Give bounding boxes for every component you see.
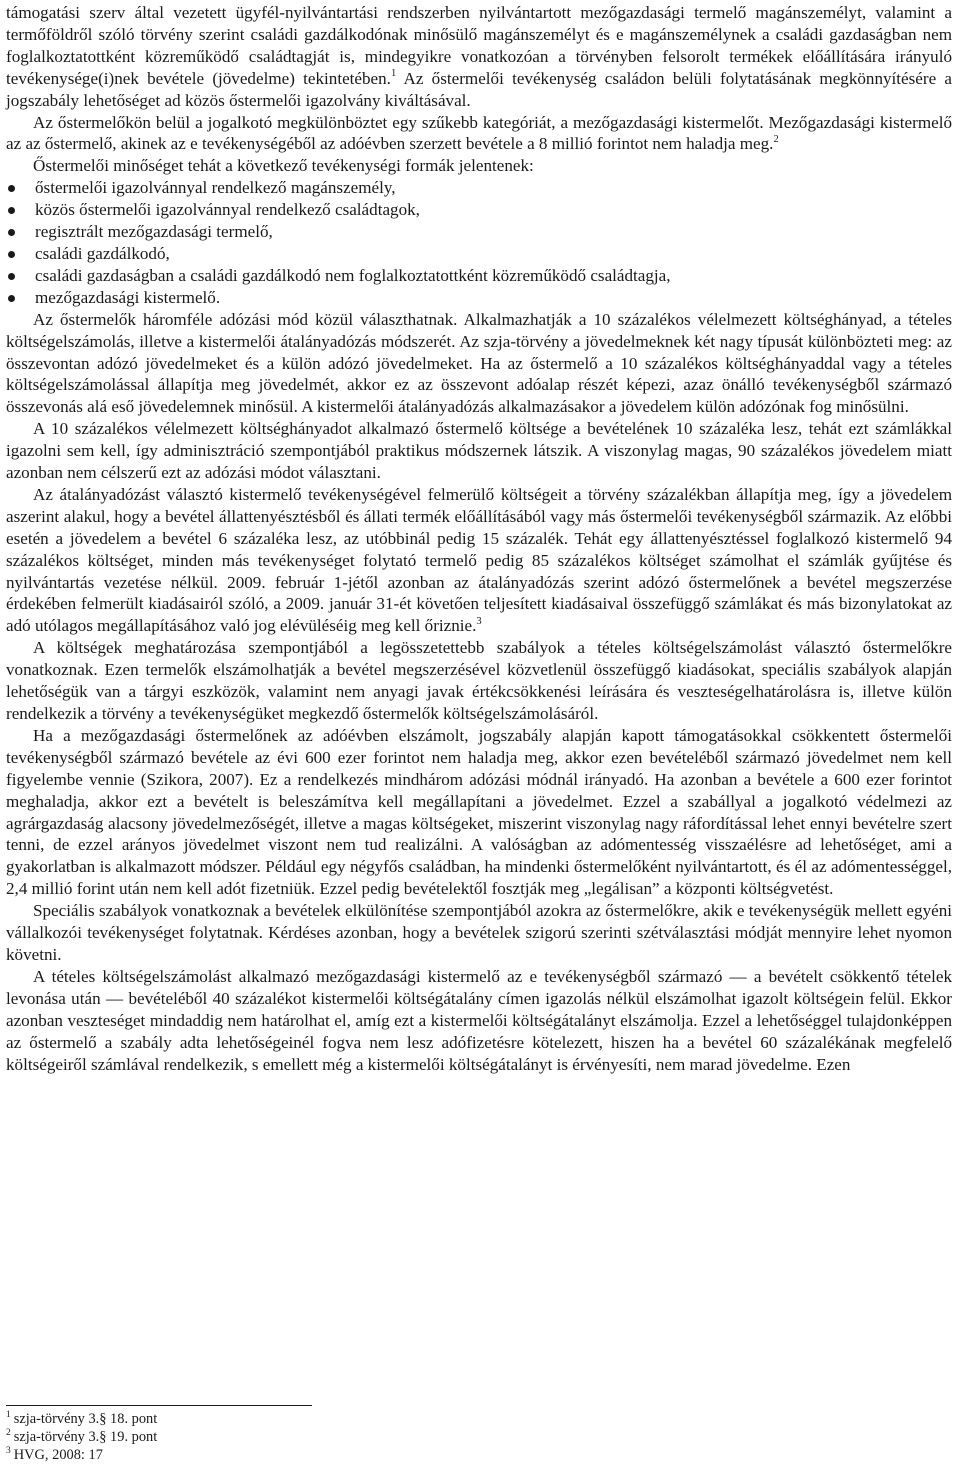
list-item — [6, 199, 952, 221]
footnote-text: szja-törvény 3.§ 19. pont — [13, 1429, 158, 1445]
paragraph-6-text: Az átalányadózást választó kistermelő tevékenységével felmerülő költségeit a törvény százalékban állapítja meg, így a jövedelem aszerint alakul, hogy a bevétel állattenyésztésből és állati termék előállításából vagy más őstermelői tevékenységből származik. Az előbbi esetén a jövedelem a bevétel 6 százaléka lesz, az utóbbinál pedig 15 százalék. Tehát egy állattenyésztéssel foglalkozó kistermelő 94 százalékos költséget, minden más tevékenységet folytató termelő pedig 85 százalékos költséget számolhat el számlák gyűjtése és nyilvántartás vezetése nélkül. 2009. február 1-jétől azonban az átalányadózás szerint adózó őstermelőnek a bevétel megszerzése érdekében felmerült kiadásairól szóló, a 2009. január 31-ét követően teljesített kiadásaival összefüggő számlákat és más bizonylatokat az adó utólagos megállapításához való jog elévüléséig meg kell őriznie. — [6, 484, 952, 636]
paragraph-2 — [6, 112, 952, 156]
bullet-icon — [8, 229, 15, 236]
list-item-text: közös őstermelői igazolvánnyal rendelkező családtagok, — [35, 200, 420, 220]
footnote-2 — [6, 1428, 606, 1446]
paragraph-1 — [6, 2, 952, 112]
footnote-number: 1 — [6, 1410, 11, 1421]
document-page — [6, 0, 952, 1472]
list-item-text: családi gazdálkodó, — [35, 243, 170, 263]
bullet-icon — [8, 207, 15, 214]
footnote-number: 3 — [6, 1446, 11, 1457]
bullet-icon — [8, 185, 15, 192]
footnote-divider — [6, 1405, 312, 1406]
list-item — [6, 265, 952, 287]
list-item — [6, 287, 952, 309]
body-text — [6, 2, 952, 1075]
paragraph-1b-text: Az őstermelői tevékenység családon belüli folytatásának megkönnyítésére a jogszabály lehetőséget ad közös őstermelői igazolvány kiváltásával. — [6, 68, 952, 110]
bullet-icon — [8, 273, 15, 280]
list-item-text: családi gazdaságban a családi gazdálkodó nem foglalkoztatottként közreműködő családtagja, — [35, 265, 671, 285]
bullet-icon — [8, 295, 15, 302]
footnote-number: 2 — [6, 1428, 11, 1439]
paragraph-4: Az őstermelők háromféle adózási mód közül választhatnak. Alkalmazhatják a 10 százalékos vélelmezett költséghányad, a tételes költségelszámolás, illetve a kistermelői átalányadózás módszerét. Az szja-törvény a jövedelmeknek két nagy típusát különbözteti meg: az összevontan adózó jövedelmeket és a külön adózó jövedelmeket. Ha az őstermelő a 10 százalékos költséghányaddal vagy a tételes költségelszámolással állapítja meg jövedelmét, akkor ez az összevont adóalap részét képezi, azaz önálló tevékenységből származó összevonás alá eső jövedelemnek minősül. A kistermelői átalányadózás alkalmazásakor a jövedelem külön adózónak fog minősülni. — [6, 309, 952, 417]
paragraph-6 — [6, 484, 952, 637]
list-item-text: őstermelői igazolvánnyal rendelkező magánszemély, — [35, 178, 396, 198]
footnote-text: szja-törvény 3.§ 18. pont — [13, 1411, 158, 1427]
list-item — [6, 221, 952, 243]
list-item-text: mezőgazdasági kistermelő. — [35, 287, 221, 307]
paragraph-1-text: támogatási szerv által vezetett ügyfél-nyilvántartási rendszerben nyilvántartott mezőgazdasági termelő magánszemélyt, valamint a termőföldről szóló törvény szerint családi gazdálkodónak minősülő magánszemélyt és e magánszemélynek a családi gazdaságban nem foglalkoztatottként közreműködő családtagját is, mindegyikre vonatkozóan a törvényben felsorolt termékek előállítására irányuló tevékenysége(i)nek bevétele (jövedelme) tekintetében. — [6, 3, 952, 88]
footnote-3 — [6, 1446, 606, 1464]
list-item-text: regisztrált mezőgazdasági termelő, — [35, 222, 273, 242]
footnote-1 — [6, 1410, 606, 1428]
paragraph-8: Ha a mezőgazdasági őstermelőnek az adóévben elszámolt, jogszabály alapján kapott támogatásokkal csökkentett őstermelői tevékenységből származó bevétele az évi 600 ezer forintot nem haladja meg, akkor ezen bevételéből származó jövedelmet nem kell figyelembe vennie (Szikora, 2007). Ez a rendelkezés mindhárom adózási módnál irányadó. Ha azonban a bevétele a 600 ezer forintot meghaladja, akkor ezt a bevételt is beleszámítva kell megállapítani a jövedelmet. Ezzel a szabállyal a jogalkotó védelmezi az agrárgazdaság alacsony jövedelmezőségét, illetve a magas költségeket, miszerint viszonylag nagy ráfordítással lehet ennyi bevételre szert tenni, de ezzel arányos jövedelmet viszont nem tud realizálni. A valóságban az adómentesség visszaélésre ad lehetőséget, ami a gyakorlatban is alkalmazott módszer. Például egy négyfős családban, ha mindenki őstermelőként nyilvántartott, és él az adómentességgel, 2,4 millió forint után nem kell adót fizetniük. Ezzel pedig bevételektől fosztják meg „legálisan” a központi költségvetést. — [6, 725, 952, 899]
paragraph-10: A tételes költségelszámolást alkalmazó mezőgazdasági kistermelő az e tevékenységből származó — a bevételt csökkentő tételek levonása után — bevételéből 40 százalékot kistermelői költségátalány címen igazolás nélkül elszámolhat igazolt költségein felül. Ekkor azonban veszteséget mindaddig nem határolhat el, amíg ezt a kistermelői költségátalányt elszámolja. Ezzel a lehetőséggel tulajdonképpen az őstermelő a szabály adta lehetőségeinél fogva nem lesz adófizetésre kötelezett, hiszen ha a bevétel 60 százalékának megfelelő költségeiről számlával rendelkezik, s emellett még a kistermelői költségátalányt is érvényesíti, nem marad jövedelme. Ezen — [6, 966, 952, 1074]
paragraph-7: A költségek meghatározása szempontjából a legösszetettebb szabályok a tételes költségelszámolást választó őstermelőkre vonatkoznak. Ezen termelők elszámolhatják a bevétel megszerzésével közvetlenül összefüggő kiadásokat, speciális szabályok alapján lehetőségük van a tárgyi eszközök, valamint nem anyagi javak értékcsökkenési leírására és veszteségelhatárolásra is, illetve külön rendelkezik a törvény a tevékenységüket megkezdő őstermelők költségelszámolásáról. — [6, 638, 952, 723]
list-item — [6, 243, 952, 265]
activity-forms-list — [6, 177, 952, 308]
bullet-icon — [8, 251, 15, 258]
paragraph-3: Őstermelői minőséget tehát a következő tevékenységi formák jelentenek: — [33, 156, 534, 176]
footnote-ref-2[interactable]: 2 — [773, 133, 779, 145]
paragraph-9: Speciális szabályok vonatkoznak a bevételek elkülönítése szempontjából azokra az őstermelőkre, akik e tevékenységük mellett egyéni vállalkozói tevékenységet folytatnak. Kérdéses azonban, hogy a bevételek szigorú szerinti szétválasztási módját mennyire lehet nyomon követni. — [6, 901, 952, 964]
footnote-text: HVG, 2008: 17 — [13, 1447, 103, 1463]
footnote-ref-1[interactable]: 1 — [390, 68, 397, 80]
paragraph-2-text: Az őstermelőkön belül a jogalkotó megkülönböztet egy szűkebb kategóriát, a mezőgazdasági kistermelőt. Mezőgazdasági kistermelő az az őstermelő, akinek az e tevékenységéből az adóévben szerzett bevétele a 8 millió forintot nem haladja meg. — [6, 112, 952, 154]
footnotes — [6, 1410, 606, 1464]
paragraph-5: A 10 százalékos vélelmezett költséghányadot alkalmazó őstermelő költsége a bevételének 10 százaléka lesz, tehát ezt számlákkal igazolni sem kell, így adminisztráció szempontjából praktikus módszernek látszik. A viszonylag magas, 90 százalékos jövedelem miatt azonban nem célszerű ezt az adózási módot választani. — [6, 419, 952, 483]
list-item — [6, 177, 952, 199]
footnote-ref-3[interactable]: 3 — [476, 615, 482, 627]
